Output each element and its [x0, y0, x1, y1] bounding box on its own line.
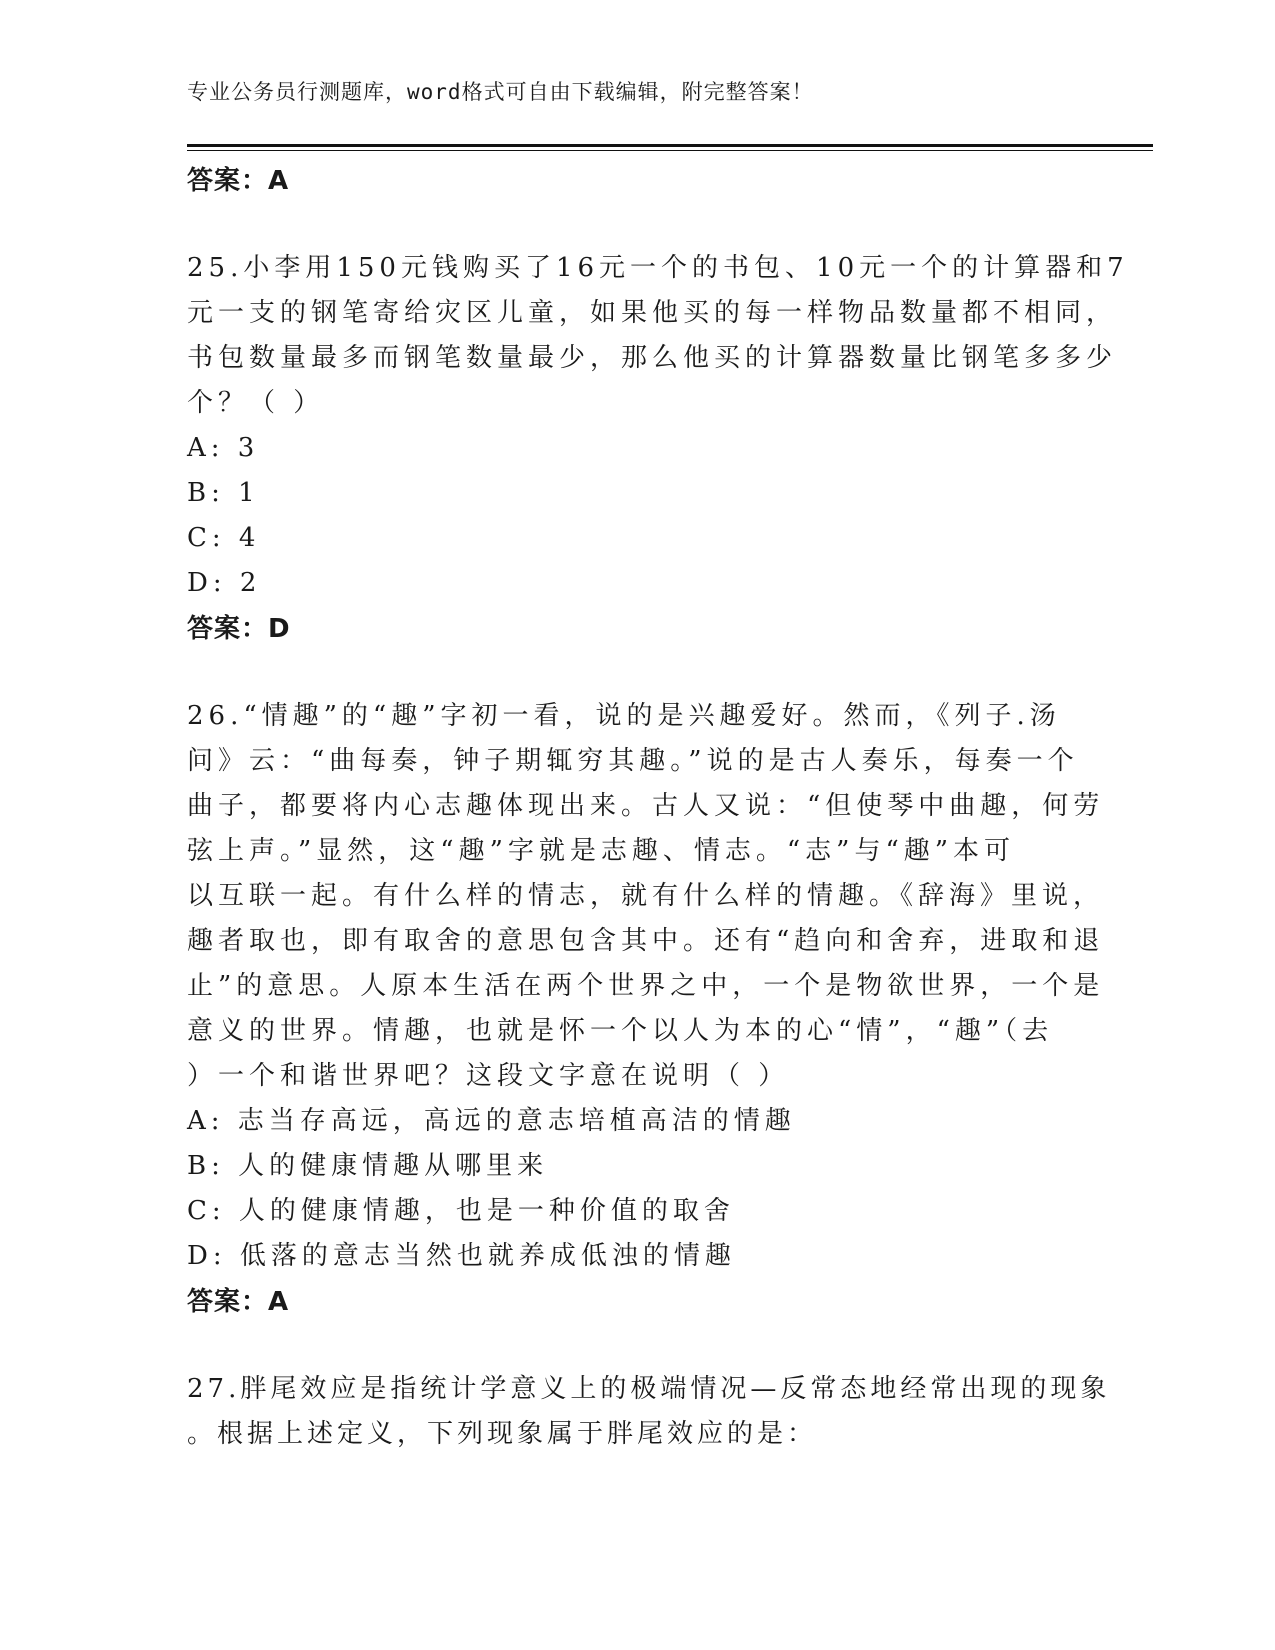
option-b: B: 1 [187, 478, 260, 508]
question-text-line: 以互联一起。有什么样的情志，就有什么样的情趣。《辞海》里说， [187, 881, 1105, 911]
question-text-line: 元一支的钢笔寄给灾区儿童，如果他买的每一样物品数量都不相同， [187, 298, 1118, 328]
header-rule-thin [187, 150, 1153, 151]
page-header: 专业公务员行测题库，word格式可自由下载编辑，附完整答案！ [187, 80, 814, 104]
answer-25: 答案：D [187, 614, 291, 644]
answer-26: 答案：A [187, 1287, 290, 1317]
question-text-line: 趣者取也，即有取舍的意思包含其中。还有“趋向和舍弃，进取和退 [187, 926, 1105, 956]
question-text-line: 弦上声。”显然，这“趣”字就是志趣、情志。“志”与“趣”本可 [187, 836, 1016, 866]
previous-answer: 答案：A [187, 166, 290, 196]
option-c: C: 4 [187, 523, 261, 553]
question-text-line: 书包数量最多而钢笔数量最少，那么他买的计算器数量比钢笔多多少 [187, 343, 1118, 373]
question-text-line: 27.胖尾效应是指统计学意义上的极端情况—反常态地经常出现的现象 [187, 1374, 1111, 1404]
question-text-line: 25.小李用150元钱购买了16元一个的书包、10元一个的计算器和7 [187, 253, 1129, 283]
question-text-line: 26.“情趣”的“趣”字初一看，说的是兴趣爱好。然而，《列子.汤 [187, 701, 1061, 731]
option-d: D: 2 [187, 568, 262, 598]
option-a: A: 3 [187, 433, 260, 463]
option-c: C: 人的健康情趣，也是一种价值的取舍 [187, 1196, 735, 1226]
option-d: D: 低落的意志当然也就养成低浊的情趣 [187, 1241, 736, 1271]
question-26 [187, 694, 1105, 1325]
question-27 [187, 1367, 1111, 1457]
document-content [187, 158, 1129, 1457]
header-rule [187, 144, 1153, 147]
option-a: A: 志当存高远，高远的意志培植高洁的情趣 [187, 1106, 796, 1136]
option-b: B: 人的健康情趣从哪里来 [187, 1151, 549, 1181]
question-text-line: 曲子，都要将内心志趣体现出来。古人又说：“但使琴中曲趣，何劳 [187, 791, 1105, 821]
question-text-line: 。根据上述定义，下列现象属于胖尾效应的是： [187, 1419, 818, 1449]
question-text-line: 个？（ ） [187, 388, 325, 418]
question-text-line: 止”的意思。人原本生活在两个世界之中，一个是物欲世界，一个是 [187, 971, 1105, 1001]
question-text-line: 问》云：“曲每奏，钟子期辄穷其趣。”说的是古人奏乐，每奏一个 [187, 746, 1079, 776]
question-text-line: ）一个和谐世界吧？这段文字意在说明（ ） [187, 1061, 790, 1091]
question-25 [187, 246, 1129, 652]
question-text-line: 意义的世界。情趣，也就是怀一个以人为本的心“情”，“趣”（去 [187, 1016, 1054, 1046]
